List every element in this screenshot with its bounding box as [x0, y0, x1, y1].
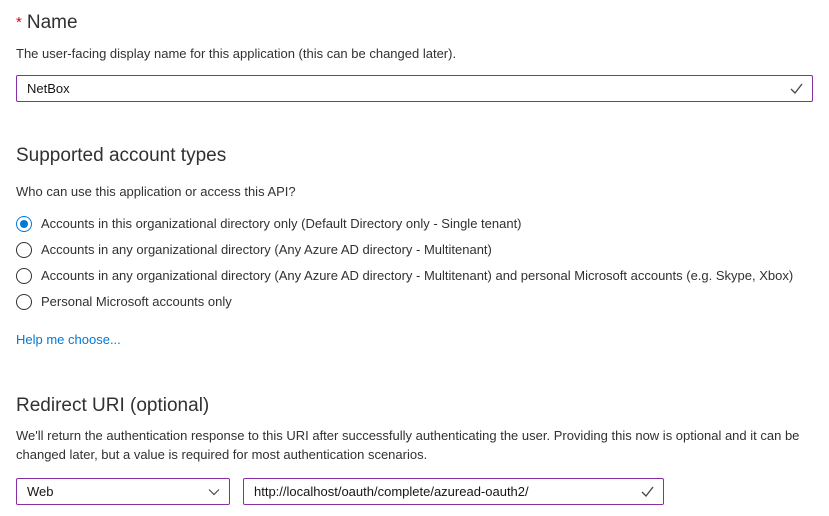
radio-option-personal-only[interactable] — [16, 289, 813, 315]
radio-option-single-tenant[interactable] — [16, 211, 813, 237]
name-section-title — [16, 10, 813, 36]
radio-option-multitenant-personal[interactable] — [16, 263, 813, 289]
account-types-question: Who can use this application or access this API? — [16, 184, 296, 199]
redirect-uri-input-wrap — [243, 478, 664, 505]
name-input[interactable] — [16, 75, 813, 102]
platform-select[interactable] — [16, 478, 230, 505]
radio-icon[interactable] — [16, 242, 32, 258]
radio-icon[interactable] — [16, 268, 32, 284]
account-types-title: Supported account types — [16, 145, 227, 166]
radio-option-label: Personal Microsoft accounts only — [41, 294, 232, 309]
name-description: The user-facing display name for this application (this can be changed later). — [16, 46, 457, 61]
radio-icon[interactable] — [16, 294, 32, 310]
redirect-uri-title: Redirect URI (optional) — [16, 395, 210, 416]
platform-select-value: Web — [27, 484, 54, 499]
required-asterisk: * — [16, 14, 22, 31]
redirect-uri-description: We'll return the authentication response to this URI after successfully authenticating the user. Providing this now is optional and it can be changed later, but a value is required for most authentication scenarios. — [16, 428, 800, 462]
account-type-radio-group — [16, 211, 813, 315]
radio-option-multitenant[interactable] — [16, 237, 813, 263]
redirect-uri-input[interactable] — [243, 478, 664, 505]
help-me-choose-link[interactable]: Help me choose... — [16, 332, 121, 347]
radio-icon[interactable] — [16, 216, 32, 232]
radio-option-label: Accounts in this organizational directory only (Default Directory only - Single tenant) — [41, 216, 522, 231]
name-section-title-text: Name — [26, 12, 78, 33]
name-input-wrap — [16, 75, 813, 102]
redirect-uri-row — [16, 478, 813, 505]
radio-option-label: Accounts in any organizational directory (Any Azure AD directory - Multitenant) — [41, 242, 492, 257]
chevron-down-icon — [208, 487, 220, 497]
radio-option-label: Accounts in any organizational directory (Any Azure AD directory - Multitenant) and personal Microsoft accounts (e.g. Skype, Xbox) — [41, 268, 794, 283]
